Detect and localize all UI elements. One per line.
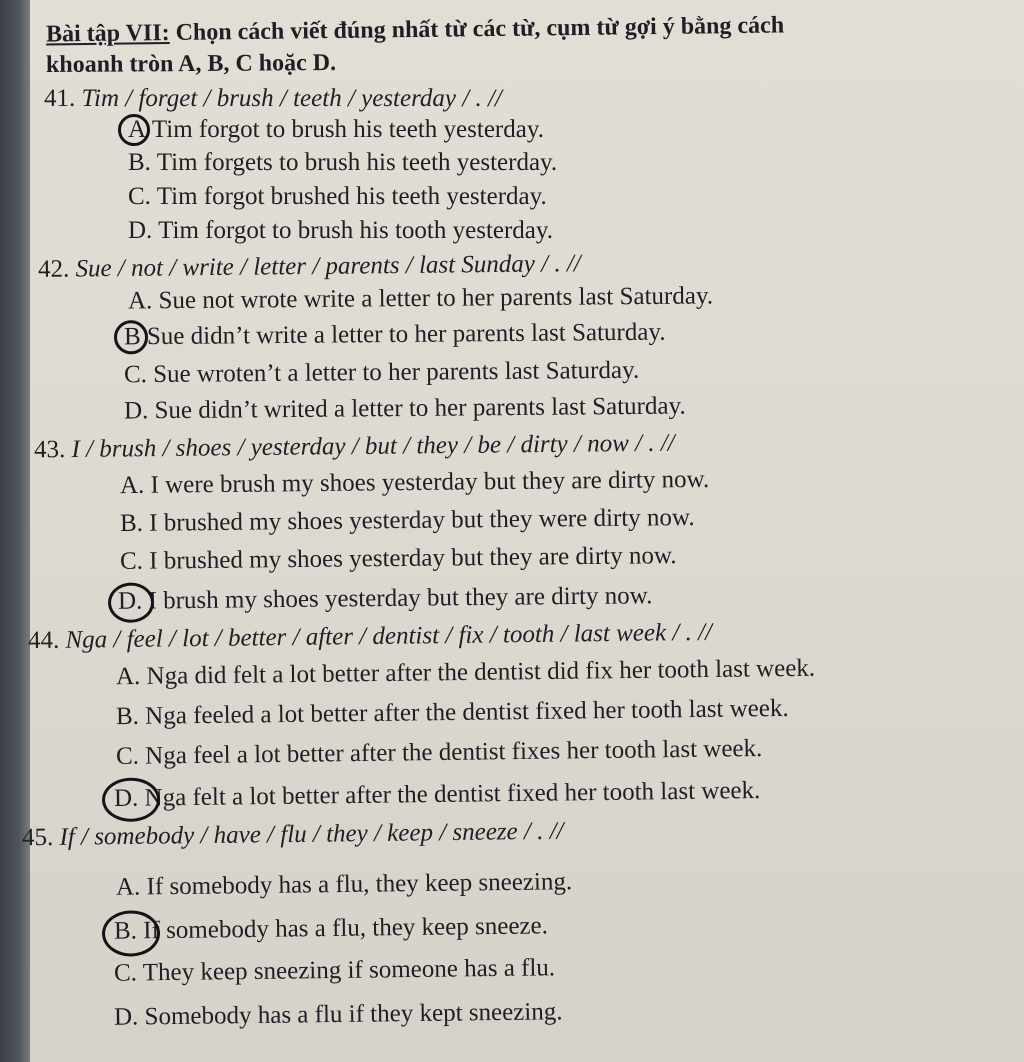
option-letter: D. — [123, 397, 149, 425]
option-letter: A — [128, 117, 146, 142]
question-43-prompt — [34, 431, 675, 463]
option-42-b[interactable] — [124, 320, 666, 350]
exercise-label: Bài tập VII: — [45, 19, 170, 48]
question-prompt: If / somebody / have / flu / they / keep / sneeze / . // — [59, 817, 564, 851]
option-letter: B — [124, 324, 141, 349]
binder-edge — [0, 0, 34, 1062]
option-42-d[interactable] — [124, 394, 686, 424]
question-number: 42. — [37, 255, 70, 283]
question-41-prompt — [44, 86, 502, 111]
option-text: I brushed my shoes yesterday but they are dirty now. — [149, 542, 677, 575]
option-text: Sue not wrote write a letter to her parents last Saturday. — [158, 282, 714, 315]
option-45-a[interactable] — [116, 869, 572, 900]
question-prompt: I / brush / shoes / yesterday / but / they / be / dirty / now / . // — [71, 429, 675, 463]
option-text: Tim forgot to brush his tooth yesterday. — [158, 217, 554, 244]
option-43-b[interactable] — [120, 505, 695, 536]
option-text: If somebody has a flu, they keep sneeze. — [143, 912, 549, 945]
option-45-d[interactable] — [114, 999, 563, 1029]
option-letter: D. — [114, 786, 139, 811]
option-text: Nga feeled a lot better after the dentist fixed her tooth last week. — [145, 694, 789, 730]
option-letter: B. — [114, 918, 137, 943]
option-42-a[interactable] — [128, 283, 713, 313]
option-text: Sue wroten’t a letter to her parents last Saturday. — [153, 356, 640, 388]
option-text: I brushed my shoes yesterday but they were dirty now. — [149, 503, 695, 537]
option-letter: D. — [113, 1003, 139, 1031]
option-text: They keep sneezing if someone has a flu. — [142, 954, 556, 987]
option-letter: D. — [128, 217, 153, 244]
answer-circle-mark — [118, 114, 150, 146]
option-letter: C. — [113, 959, 138, 987]
option-43-a[interactable] — [120, 467, 709, 498]
option-43-d[interactable] — [118, 583, 653, 614]
question-number: 41. — [44, 85, 76, 112]
option-letter: B. — [128, 149, 151, 176]
option-text: I brush my shoes yesterday but they are dirty now. — [148, 582, 653, 615]
option-text: Nga did felt a lot better after the dentist did fix her tooth last week. — [146, 654, 816, 690]
question-45-prompt — [22, 819, 564, 851]
question-number: 43. — [33, 436, 66, 464]
option-letter: A. — [115, 873, 141, 901]
option-letter: A. — [127, 287, 153, 315]
option-letter: C. — [115, 742, 140, 770]
option-letter: C. — [119, 547, 144, 575]
option-41-b[interactable] — [128, 150, 557, 175]
option-42-c[interactable] — [124, 358, 639, 387]
answer-circle-mark — [114, 320, 148, 354]
option-letter: B. — [115, 702, 140, 731]
option-45-c[interactable] — [114, 955, 555, 985]
option-41-c[interactable] — [128, 184, 547, 209]
option-41-a[interactable] — [128, 117, 544, 142]
question-prompt: Nga / feel / lot / better / after / dentist / fix / tooth / last week / . // — [65, 618, 713, 654]
question-prompt: Sue / not / write / letter / parents / last Sunday / . // — [75, 250, 581, 283]
option-letter: A. — [119, 471, 145, 500]
instruction-line-2: khoanh tròn A, B, C hoặc D. — [45, 49, 337, 79]
option-43-c[interactable] — [120, 543, 677, 574]
option-text: Nga feel a lot better after the dentist fixes her tooth last week. — [145, 735, 763, 770]
question-number: 44. — [27, 626, 60, 655]
option-text: Sue didn’t writed a letter to her parents last Saturday. — [154, 392, 686, 425]
instruction-line-1: Chọn cách viết đúng nhất từ các từ, cụm từ gợi ý bằng cách — [175, 12, 785, 46]
question-42-prompt — [38, 251, 581, 282]
option-text: Tim forgot brushed his teeth yesterday. — [156, 183, 547, 210]
option-text: Nga felt a lot better after the dentist fixed her tooth last week. — [144, 777, 761, 812]
option-text: Somebody has a flu if they kept sneezing. — [144, 998, 563, 1031]
option-text: Tim forgot to brush his teeth yesterday. — [151, 116, 544, 143]
option-letter: C. — [123, 361, 148, 389]
option-letter: A. — [115, 662, 141, 691]
question-number: 45. — [21, 823, 54, 852]
option-text: If somebody has a flu, they keep sneezing. — [146, 868, 573, 901]
option-41-d[interactable] — [128, 218, 553, 243]
option-letter: D. — [118, 589, 143, 614]
option-45-b[interactable] — [114, 913, 548, 943]
option-text: Tim forgets to brush his teeth yesterday. — [156, 149, 558, 176]
option-letter: B. — [119, 509, 144, 538]
question-prompt: Tim / forget / brush / teeth / yesterday / . // — [81, 85, 502, 112]
option-text: I were brush my shoes yesterday but they are dirty now. — [150, 465, 710, 499]
option-letter: C. — [128, 183, 151, 210]
option-text: Sue didn’t write a letter to her parents last Saturday. — [146, 318, 666, 351]
